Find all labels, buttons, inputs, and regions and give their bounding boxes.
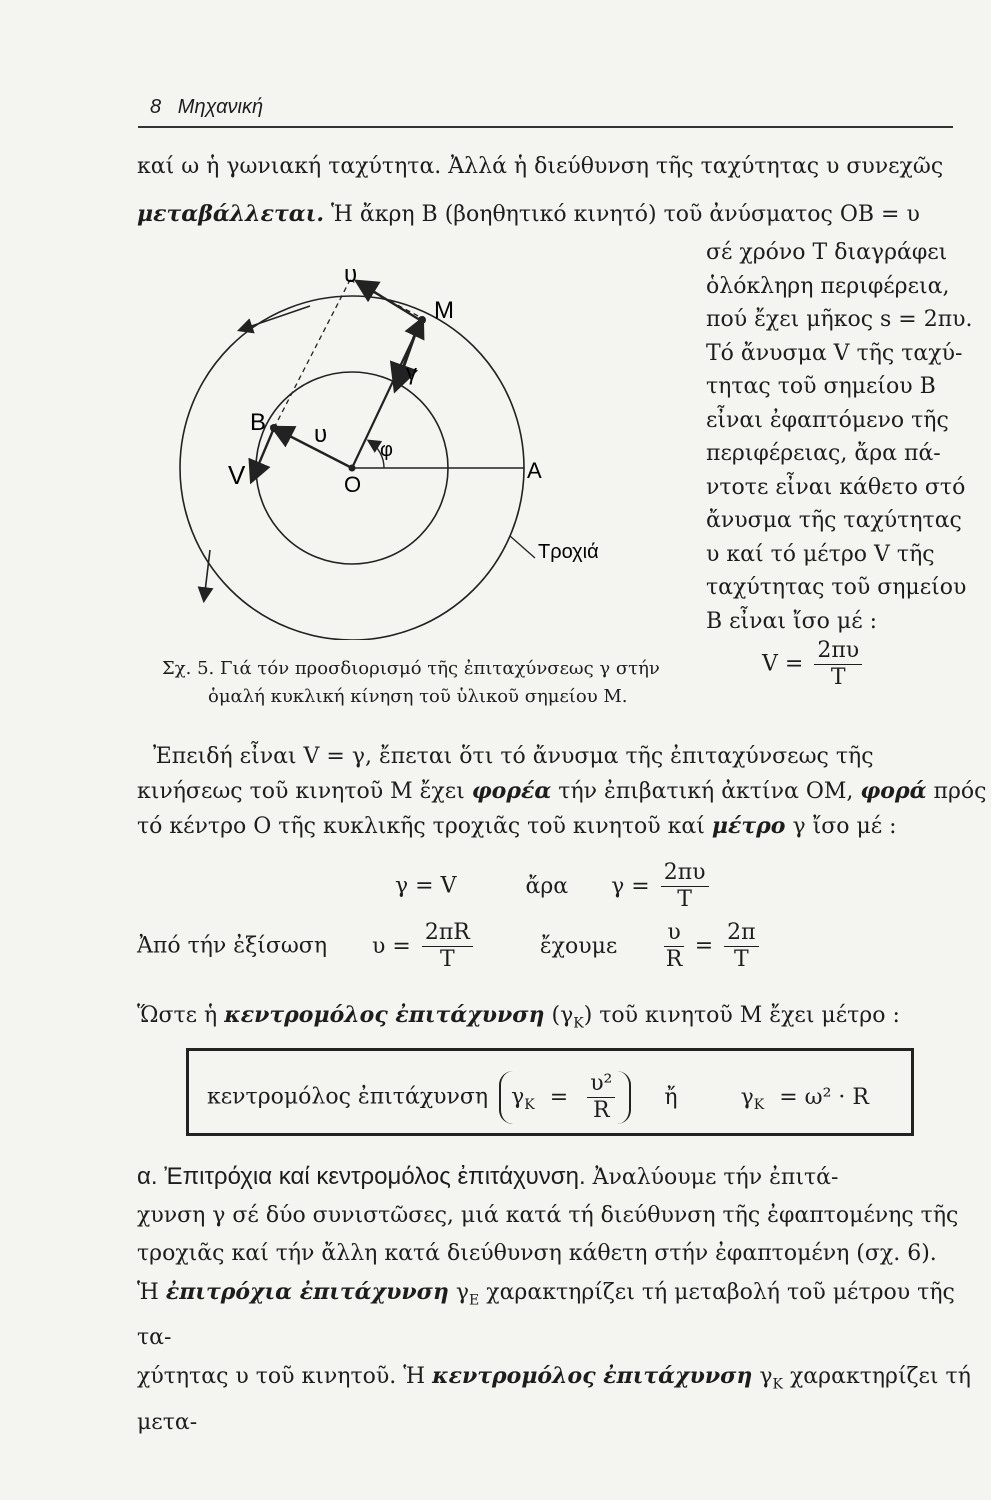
box-sub-2: Κ: [753, 1096, 765, 1113]
eq-gamma-numerator: 2πυ: [661, 860, 709, 887]
label-O: Ο: [344, 472, 362, 497]
right-col-line: Β εἶναι ἴσο μέ :: [706, 608, 878, 634]
header-rule: [138, 126, 953, 128]
box-denominator: R: [593, 1098, 610, 1123]
para2-text: πρός: [933, 779, 987, 804]
trochia-leader: [510, 536, 535, 558]
right-col-line: ὁλόκληρη περιφέρεια,: [706, 273, 950, 299]
caption-line-1: Σχ. 5. Γιά τόν προσδιορισμό τῆς ἐπιταχύνσεως γ στήν: [162, 658, 660, 679]
box-formula-1: [499, 1071, 631, 1124]
box-sub: Κ: [524, 1096, 535, 1113]
section-text: γ: [455, 1280, 469, 1305]
eq-from-fraction-1: [422, 920, 473, 973]
section-text: Ἡ: [137, 1280, 159, 1305]
label-gamma: γ: [406, 360, 417, 385]
eq-from-numerator: 2πR: [422, 920, 473, 947]
right-col-line: ντοτε εἶναι κάθετο στό: [706, 474, 966, 500]
right-col-line: υ καί τό μέτρο V τῆς: [706, 541, 935, 567]
eq-from-denominator-2: R: [665, 947, 683, 972]
right-col-line: εἶναι ἐφαπτόμενο τῆς: [706, 407, 949, 433]
label-trochia: Τροχιά: [538, 541, 599, 563]
equation-gamma: [395, 860, 713, 913]
para2-line-1: Ἐπειδή εἶναι V = γ, ἔπεται ὅτι τό ἄνυσμα τῆς ἐπιταχύνσεως τῆς: [153, 744, 874, 769]
section-italic: ἐπιτρόχια ἐπιτάχυνση: [165, 1279, 449, 1305]
eq-gamma-denominator: T: [677, 887, 692, 912]
result-italic: κεντρομόλος ἐπιτάχυνση: [224, 1002, 545, 1028]
right-col-line: σέ χρόνο Τ διαγράφει: [706, 240, 948, 265]
section-alpha: [137, 1158, 991, 1442]
eq-from-text: Ἀπό τήν ἐξίσωση: [137, 933, 328, 959]
section-line-3: τροχιᾶς καί τήν ἄλλη κατά διεύθυνση κάθετη στήν ἐφαπτομένη (σχ. 6).: [137, 1241, 937, 1266]
intro-italic: μεταβάλλεται.: [137, 201, 325, 227]
para2-text: γ ἴσο μέ :: [792, 814, 897, 839]
para2-text: τό κέντρο Ο τῆς κυκλικῆς τροχιᾶς τοῦ κινητοῦ καί: [137, 814, 705, 839]
section-sub: Κ: [772, 1376, 783, 1393]
figure-circular-motion: [170, 240, 690, 640]
right-col-line: Τό ἄνυσμα V τῆς ταχύ-: [706, 340, 963, 366]
section-line-4: [137, 1273, 991, 1357]
section-text: γ: [759, 1364, 773, 1390]
intro-line-2-rest: Ἡ ἄκρη Β (βοηθητικό κινητό) τοῦ ἀνύσματος ΟΒ = υ: [331, 202, 920, 227]
section-line-1-rest: Ἀναλύουμε τήν ἐπιτά-: [592, 1165, 839, 1190]
equation-from: [137, 920, 763, 973]
upsilon-vector-M: [358, 282, 420, 320]
section-line-1: [137, 1158, 991, 1197]
label-A: Α: [527, 458, 542, 483]
paragraph-2: [137, 740, 987, 844]
section-italic: κεντρομόλος ἐπιτάχυνση: [432, 1363, 753, 1390]
result-subscript: Κ: [573, 1015, 584, 1032]
para2-italic: φορέα: [471, 778, 552, 804]
point-O: [349, 465, 356, 472]
section-text: χύτητας υ τοῦ κινητοῦ. Ἡ: [137, 1364, 426, 1390]
para2-italic: φορά: [860, 778, 927, 804]
eq-from-equals: =: [694, 933, 714, 959]
eq-from-numerator-3: 2π: [724, 920, 758, 947]
figure-caption: [162, 655, 660, 711]
right-col-line: περιφέρειας, ἄρα πά-: [706, 441, 941, 466]
para2-text: τήν ἐπιβατική ἀκτίνα ΟΜ,: [558, 779, 854, 804]
section-title: α. Ἐπιτρόχια καί κεντρομόλος ἐπιτάχυνση.: [137, 1163, 586, 1190]
right-col-line: πού ἔχει μῆκος s = 2πυ.: [706, 307, 973, 332]
formula-box: [186, 1048, 914, 1136]
eq-gamma-lhs: γ = V: [395, 873, 457, 899]
eq-V-numerator: 2πυ: [814, 638, 862, 665]
intro-line-1: καί ω ἡ γωνιακή ταχύτητα. Ἀλλά ἡ διεύθυνση τῆς ταχύτητας υ συνεχῶς: [137, 154, 944, 179]
result-text: Ὥστε ἡ: [137, 1003, 218, 1028]
eq-V-denominator: T: [830, 665, 846, 690]
eq-gamma-rhs: γ =: [611, 873, 650, 899]
eq-from-lhs: υ =: [372, 933, 411, 959]
box-gamma-2: γ: [740, 1084, 754, 1110]
eq-from-denominator-3: T: [734, 947, 749, 972]
eq-from-fraction-3: [724, 920, 758, 973]
equation-V: [762, 638, 866, 691]
box-equals: =: [549, 1084, 569, 1110]
tangent-arrow-upper: [240, 306, 310, 330]
box-numerator: υ²: [587, 1071, 615, 1098]
section-line-5: [137, 1357, 991, 1441]
point-M: [418, 316, 426, 324]
page-header: [150, 96, 263, 119]
box-gamma: γ: [511, 1084, 525, 1110]
radius-OB: [274, 428, 352, 468]
caption-line-2: ὁμαλή κυκλική κίνηση τοῦ ὑλικοῦ σημείου Μ.: [208, 686, 628, 707]
box-equals-2: = ω² · R: [779, 1084, 869, 1110]
eq-V-fraction: [814, 638, 862, 691]
right-col-line: ἄνυσμα τῆς ταχύτητας: [706, 508, 962, 533]
label-V: V: [228, 460, 246, 490]
section-sub: Ε: [469, 1292, 480, 1309]
intro-line-2: [137, 197, 920, 232]
point-B: [270, 424, 278, 432]
label-M: Μ: [434, 297, 454, 324]
box-or: ἤ: [664, 1084, 678, 1110]
section-text: χαρακτηρίζει τή μετα-: [137, 1364, 971, 1435]
label-upsilon-mid: υ: [314, 421, 328, 448]
result-line: [137, 998, 900, 1040]
page-number: 8: [150, 96, 162, 118]
eq-gamma-mid: ἄρα: [525, 873, 569, 899]
right-col-line: τητας τοῦ σημείου Β: [706, 374, 936, 399]
dashed-OB-up: [274, 280, 350, 428]
eq-gamma-fraction: [661, 860, 709, 913]
eq-from-mid: ἔχουμε: [539, 933, 618, 959]
label-B: Β: [250, 409, 267, 436]
label-upsilon-top: υ: [344, 261, 358, 288]
result-text: ) τοῦ κινητοῦ Μ ἔχει μέτρο :: [583, 1003, 900, 1028]
result-text: (γ: [551, 1003, 574, 1028]
section-line-2: χυνση γ σέ δύο συνιστῶσες, μιά κατά τή διεύθυνση τῆς ἐφαπτομένης τῆς: [137, 1203, 959, 1228]
label-phi: φ: [380, 439, 393, 461]
para2-line-2: [137, 774, 987, 809]
eq-from-denominator: T: [440, 947, 455, 972]
section-text: χαρακτηρίζει τή μεταβολή τοῦ μέτρου τῆς τα-: [137, 1280, 955, 1351]
box-label: κεντρομόλος ἐπιτάχυνση: [207, 1084, 489, 1110]
box-fraction: [587, 1071, 615, 1124]
right-column: [706, 236, 973, 638]
right-col-line: ταχύτητας τοῦ σημείου: [706, 575, 967, 600]
para2-italic: μέτρο: [711, 813, 786, 839]
formula-box-content: [207, 1071, 869, 1124]
page-title: Μηχανική: [177, 96, 264, 118]
eq-V-lhs: V =: [762, 651, 804, 677]
eq-from-fraction-2: [664, 920, 683, 973]
para2-line-3: [137, 809, 987, 844]
eq-from-numerator-2: υ: [664, 920, 683, 947]
para2-text: κινήσεως τοῦ κινητοῦ Μ ἔχει: [137, 779, 465, 804]
